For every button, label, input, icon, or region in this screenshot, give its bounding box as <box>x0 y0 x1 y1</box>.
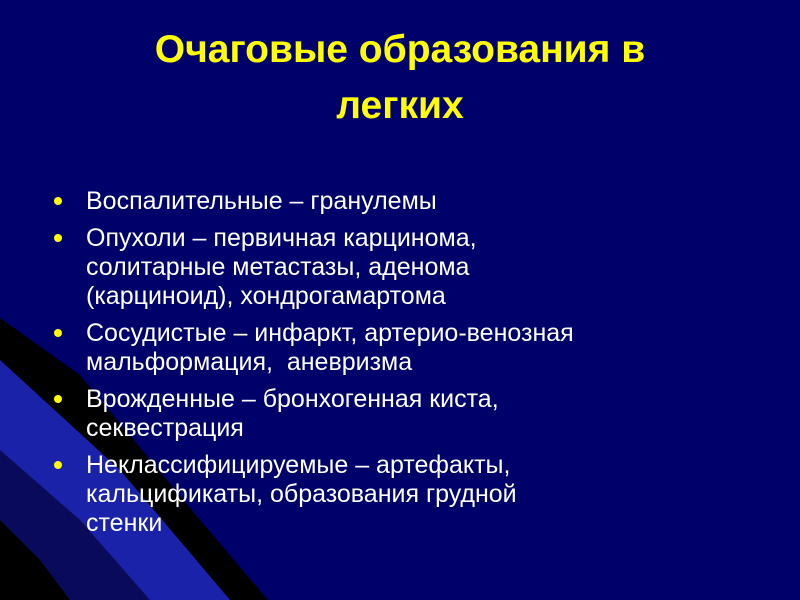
bullet-text-line: стенки <box>86 509 163 537</box>
bullet-item <box>52 385 772 443</box>
bullet-item <box>52 187 772 216</box>
slide-title <box>40 22 760 134</box>
bullet-text-line: Сосудистые – инфаркт, артерио-венозная <box>86 319 574 347</box>
bullet-text-line: (карциноид), хондрогамартома <box>86 282 446 310</box>
bullet-dot-icon <box>54 395 62 403</box>
bullet-item <box>52 319 772 377</box>
bullet-item <box>52 224 772 311</box>
slide-title-line: Очаговые образования в <box>154 28 646 71</box>
slide-title-line: легких <box>336 84 464 127</box>
bullet-text-line: Воспалительные – гранулемы <box>86 187 437 215</box>
bullet-item <box>52 451 772 538</box>
bullet-text-line: солитарные метастазы, аденома <box>86 253 470 281</box>
bullet-list <box>52 187 772 546</box>
bullet-dot-icon <box>54 461 62 469</box>
bullet-text-line: секвестрация <box>86 414 244 442</box>
bullet-dot-icon <box>54 234 62 242</box>
bullet-text-line: Врожденные – бронхогенная киста, <box>86 385 499 413</box>
bullet-dot-icon <box>54 197 62 205</box>
bullet-text-line: Неклассифицируемые – артефакты, <box>86 451 511 479</box>
bullet-text-line: мальформация, аневризма <box>86 348 413 376</box>
bullet-text-line: кальцификаты, образования грудной <box>86 480 517 508</box>
bullet-text-line: Опухоли – первичная карцинома, <box>86 224 477 252</box>
bullet-dot-icon <box>54 329 62 337</box>
